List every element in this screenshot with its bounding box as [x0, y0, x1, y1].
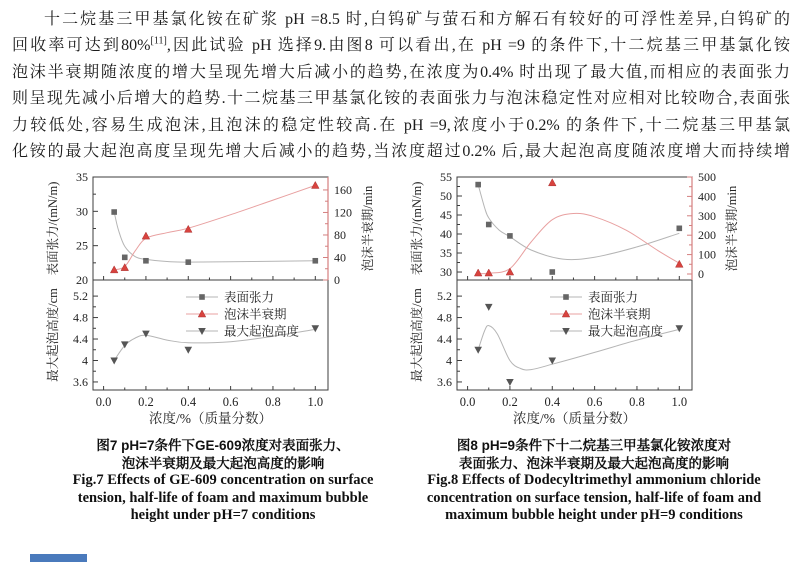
svg-text:1.0: 1.0	[307, 395, 324, 409]
svg-text:120: 120	[334, 205, 352, 220]
svg-text:泡沫半衰期/min: 泡沫半衰期/min	[725, 185, 739, 272]
svg-text:3.6: 3.6	[73, 374, 88, 389]
caption-line-en: Fig.8 Effects of Dodecyltrimethyl ammonium chloride	[427, 472, 761, 488]
svg-text:4.4: 4.4	[437, 332, 452, 347]
svg-text:160: 160	[334, 182, 352, 197]
caption-line-en: Fig.7 Effects of GE-609 concentration on surface	[72, 472, 374, 488]
svg-text:0.4: 0.4	[180, 395, 197, 409]
svg-text:20: 20	[76, 273, 88, 287]
caption-line-en: height under pH=7 conditions	[130, 507, 316, 523]
paragraph-text: 回收率可达到80%	[12, 37, 151, 55]
svg-text:4.8: 4.8	[73, 310, 88, 325]
svg-text:40: 40	[440, 227, 452, 242]
svg-text:0.0: 0.0	[95, 395, 112, 409]
svg-text:0.8: 0.8	[629, 395, 645, 409]
svg-text:表面张力: 表面张力	[224, 290, 275, 305]
svg-text:0.6: 0.6	[222, 395, 239, 409]
paragraph-line	[12, 33, 790, 59]
svg-text:45: 45	[440, 208, 452, 223]
svg-text:55: 55	[440, 170, 452, 184]
svg-text:0.2: 0.2	[502, 395, 518, 409]
figure8-caption	[410, 437, 778, 525]
svg-text:0.0: 0.0	[459, 395, 476, 409]
svg-text:80: 80	[334, 227, 346, 242]
paragraph-text: ,因此试验 pH 选择9.由图8 可以看出,在 pH =9 的条件下,十二烷基三甲基氯化铵	[166, 37, 790, 55]
svg-text:4: 4	[82, 353, 88, 368]
svg-text:0.2: 0.2	[138, 395, 154, 409]
caption-line-en: tension, half-life of foam and maximum bubble	[77, 489, 369, 506]
svg-text:最大起泡高度: 最大起泡高度	[224, 324, 300, 339]
svg-text:表面张力: 表面张力	[588, 290, 639, 305]
figure8-chart	[400, 170, 765, 432]
svg-text:泡沫半衰期/min: 泡沫半衰期/min	[361, 185, 375, 272]
svg-text:表面张力/(mN/m): 表面张力/(mN/m)	[46, 181, 60, 276]
blue-marker-bar	[30, 554, 87, 562]
figure7-caption	[56, 437, 390, 525]
svg-text:4.4: 4.4	[73, 332, 88, 347]
svg-text:最大起泡高度: 最大起泡高度	[588, 324, 664, 339]
svg-text:100: 100	[698, 247, 716, 262]
paragraph-line: 则呈现先减小后增大的趋势.十二烷基三甲基氯化铵的表面张力与泡沫稳定性对应相对比较吻合,表面张	[12, 90, 790, 108]
caption-line-cn: 图8 pH=9条件下十二烷基三甲基氯化铵浓度对	[456, 438, 732, 453]
body-paragraph	[12, 7, 790, 165]
caption-line-en: concentration on surface tension, half-life of foam and	[426, 489, 762, 506]
caption-line-en: maximum bubble height under pH=9 conditions	[445, 507, 743, 523]
svg-text:40: 40	[334, 250, 346, 265]
svg-text:0.4: 0.4	[544, 395, 561, 409]
svg-text:1.0: 1.0	[671, 395, 688, 409]
caption-line-cn: 图7 pH=7条件下GE-609浓度对表面张力、	[96, 438, 350, 453]
svg-text:400: 400	[698, 189, 716, 204]
svg-text:0.8: 0.8	[265, 395, 281, 409]
svg-text:0: 0	[334, 273, 340, 287]
svg-text:0: 0	[698, 266, 704, 281]
svg-text:30: 30	[440, 265, 452, 280]
paragraph-line: 化铵的最大起泡高度呈现先增大后减小的趋势,当浓度超过0.2% 后,最大起泡高度随浓度增大而持续增	[12, 143, 790, 161]
svg-text:0.6: 0.6	[586, 395, 603, 409]
caption-line-cn: 表面张力、泡沫半衰期及最大起泡高度的影响	[459, 455, 729, 471]
figure7-chart	[36, 170, 401, 432]
svg-text:最大起泡高度/cm: 最大起泡高度/cm	[410, 288, 424, 382]
paragraph-line: 十二烷基三甲基氯化铵在矿浆 pH =8.5 时,白钨矿与萤石和方解石有较好的可浮性差异,白钨矿的	[44, 11, 790, 28]
svg-text:35: 35	[440, 246, 452, 261]
svg-text:浓度/%（质量分数）: 浓度/%（质量分数）	[513, 411, 636, 426]
svg-text:泡沫半衰期: 泡沫半衰期	[224, 307, 287, 322]
svg-text:25: 25	[76, 238, 88, 253]
svg-text:50: 50	[440, 189, 452, 204]
svg-text:4: 4	[446, 353, 452, 368]
svg-text:500: 500	[698, 170, 716, 184]
svg-text:5.2: 5.2	[437, 289, 452, 304]
svg-text:3.6: 3.6	[437, 374, 452, 389]
svg-text:35: 35	[76, 170, 88, 184]
svg-text:5.2: 5.2	[73, 289, 88, 304]
caption-line-cn: 泡沫半衰期及最大起泡高度的影响	[121, 455, 325, 471]
svg-text:最大起泡高度/cm: 最大起泡高度/cm	[46, 288, 60, 382]
svg-text:浓度/%（质量分数）: 浓度/%（质量分数）	[149, 411, 272, 426]
citation-ref: [11]	[150, 36, 167, 48]
svg-text:300: 300	[698, 208, 716, 223]
svg-text:泡沫半衰期: 泡沫半衰期	[588, 307, 651, 322]
svg-text:200: 200	[698, 228, 716, 243]
paragraph-line: 力较低处,容易生成泡沫,且泡沫的稳定性较高.在 pH =9,浓度小于0.2% 的条件下,十二烷基三甲基氯	[12, 116, 790, 134]
svg-text:30: 30	[76, 204, 88, 219]
paragraph-line: 泡沫半衰期随浓度的增大呈现先增大后减小的趋势,在浓度为0.4% 时出现了最大值,而相应的表面张力	[12, 63, 790, 81]
svg-text:表面张力/(mN/m): 表面张力/(mN/m)	[410, 181, 424, 276]
svg-text:4.8: 4.8	[437, 310, 452, 325]
